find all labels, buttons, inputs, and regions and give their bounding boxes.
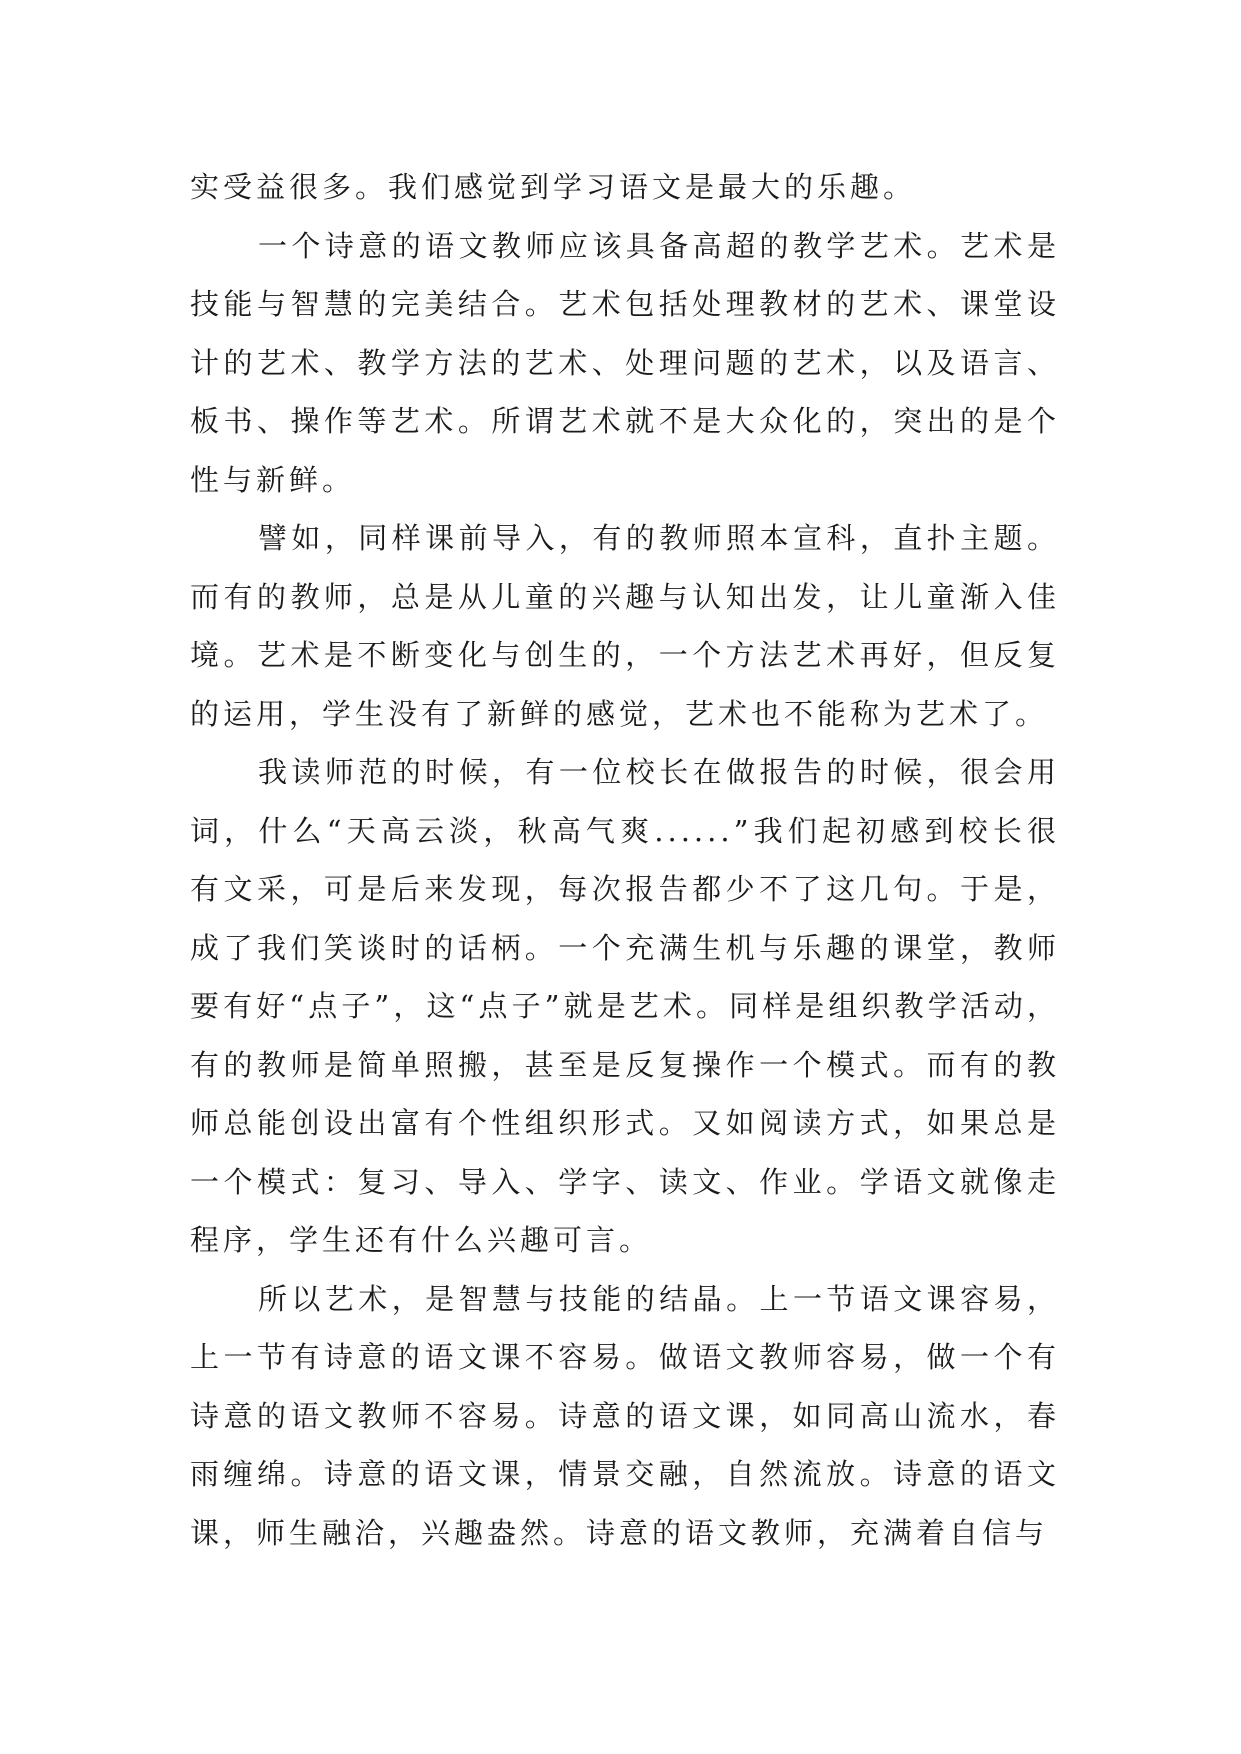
- document-body: [190, 158, 1060, 1562]
- paragraph-5: 所以艺术，是智慧与技能的结晶。上一节语文课容易，上一节有诗意的语文课不容易。做语文教师容易，做一个有诗意的语文教师不容易。诗意的语文课，如同高山流水，春雨缠绵。诗意的语文课，情景交融，自然流放。诗意的语文课，师生融洽，兴趣盎然。诗意的语文教师，充满着自信与: [190, 1281, 1060, 1550]
- paragraph-4: 我读师范的时候，有一位校长在做报告的时候，很会用词，什么“天高云淡，秋高气爽......”我们起初感到校长很有文采，可是后来发现，每次报告都少不了这几句。于是，成了我们笑谈时的话柄。一个充满生机与乐趣的课堂，教师要有好“点子”，这“点子”就是艺术。同样是组织教学活动，有的教师是简单照搬，甚至是反复操作一个模式。而有的教师总能创设出富有个性组织形式。又如阅读方式，如果总是一个模式：复习、导入、学字、读文、作业。学语文就像走程序，学生还有什么兴趣可言。: [190, 755, 1060, 1257]
- paragraph-3: 譬如，同样课前导入，有的教师照本宣科，直扑主题。而有的教师，总是从儿童的兴趣与认知出发，让儿童渐入佳境。艺术是不断变化与创生的，一个方法艺术再好，但反复的运用，学生没有了新鲜的感觉，艺术也不能称为艺术了。: [190, 521, 1060, 731]
- paragraph-2: 一个诗意的语文教师应该具备高超的教学艺术。艺术是技能与智慧的完美结合。艺术包括处理教材的艺术、课堂设计的艺术、教学方法的艺术、处理问题的艺术，以及语言、板书、操作等艺术。所谓艺术就不是大众化的，突出的是个性与新鲜。: [190, 228, 1060, 497]
- paragraph-1: 实受益很多。我们感觉到学习语文是最大的乐趣。: [190, 170, 917, 204]
